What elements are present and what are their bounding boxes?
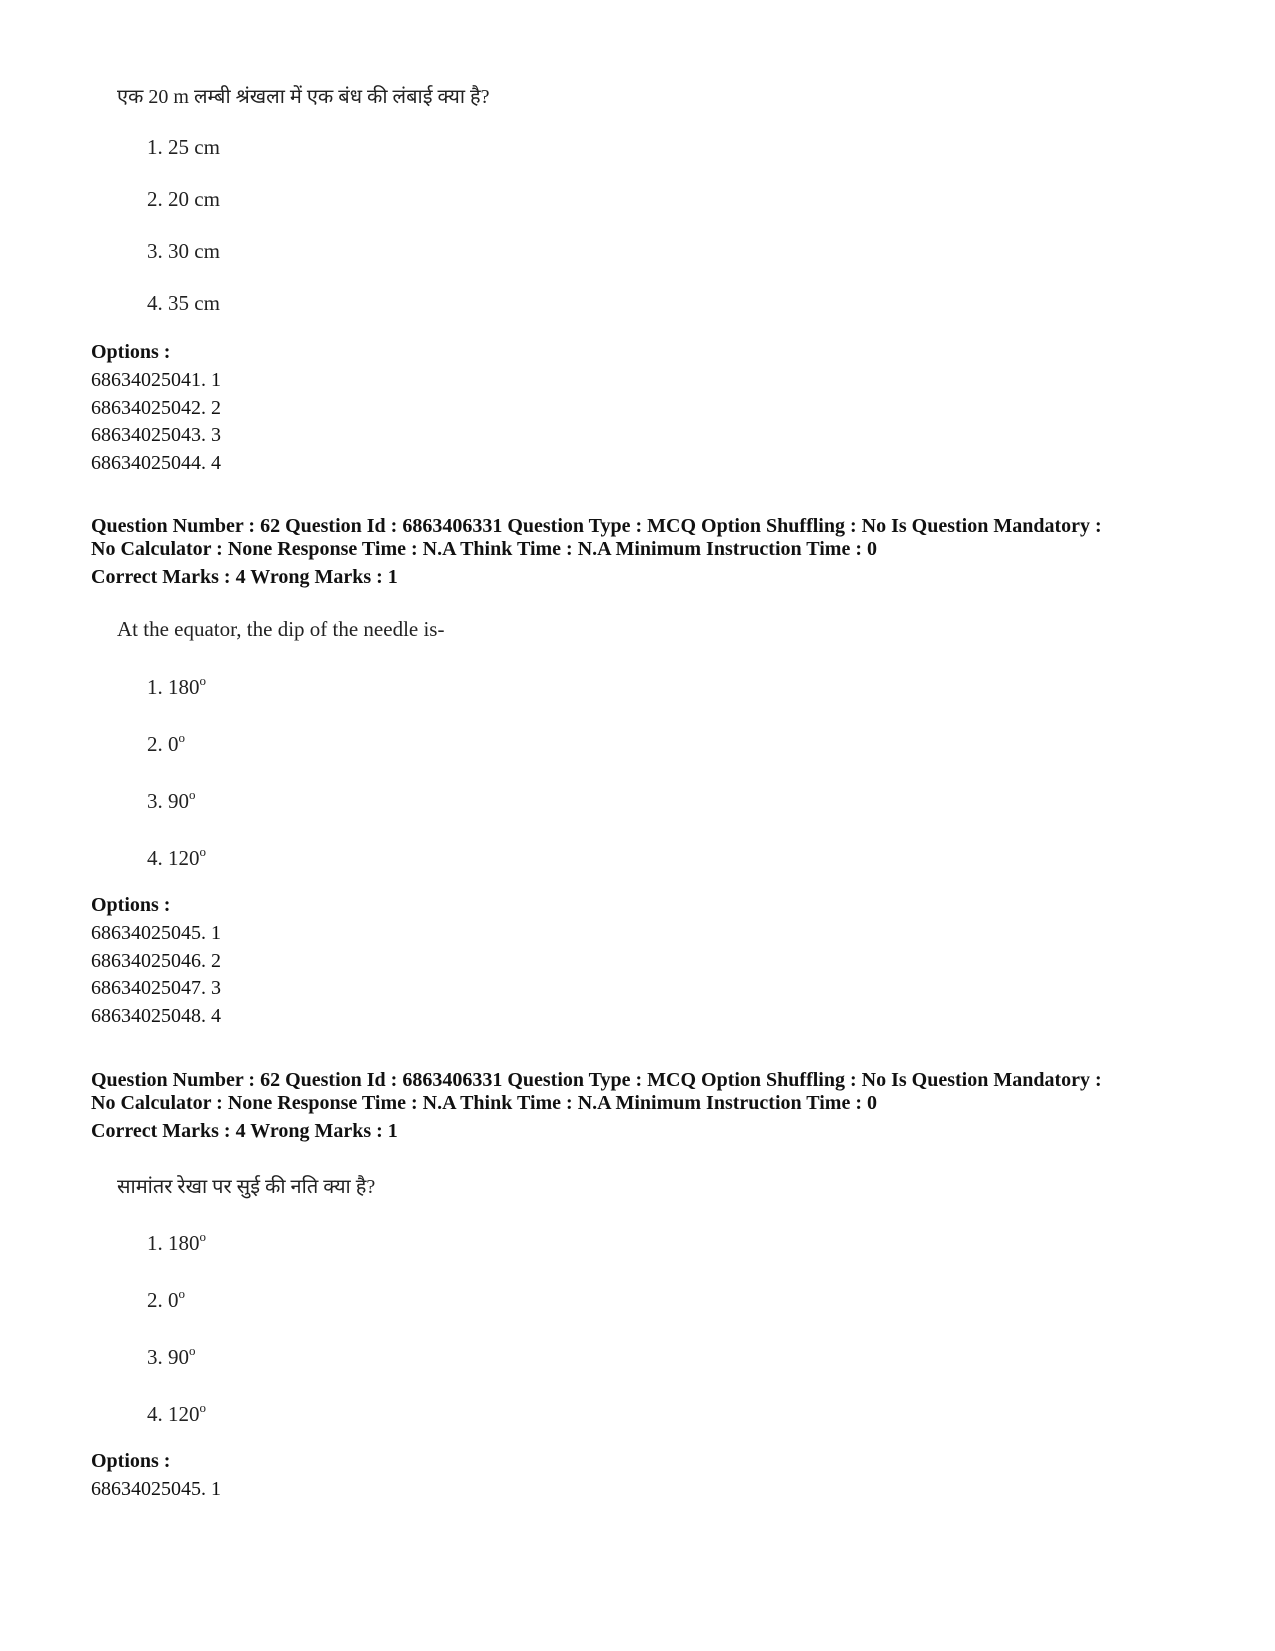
question-header-line2: No Calculator : None Response Time : N.A Think Time : N.A Minimum Instruction Time : 0 — [91, 1092, 877, 1114]
option-id: 68634025047. 3 — [91, 977, 221, 999]
option-id: 68634025042. 2 — [91, 397, 221, 419]
answer-choice-4: 4. 120$^o$ — [147, 1400, 206, 1426]
answer-choice-1: 1. 180$^o$ — [147, 1229, 206, 1255]
option-id: 68634025048. 4 — [91, 1005, 221, 1027]
answer-choice-1: 1. 180$^o$ — [147, 673, 206, 699]
answer-choice-4: 4. 35 cm — [147, 291, 220, 315]
option-id: 68634025045. 1 — [91, 922, 221, 944]
question-header-line1: Question Number : 62 Question Id : 6863406331 Question Type : MCQ Option Shuffling : No Is Question Mandatory : — [91, 515, 1102, 537]
answer-choice-2: 2. 0$^o$ — [147, 1286, 185, 1312]
answer-choice-3: 3. 30 cm — [147, 239, 220, 263]
question-header-line1: Question Number : 62 Question Id : 6863406331 Question Type : MCQ Option Shuffling : No Is Question Mandatory : — [91, 1069, 1102, 1091]
answer-choice-2: 2. 0$^o$ — [147, 730, 185, 756]
question-text: सामांतर रेखा पर सुई की नति क्या है? — [117, 1176, 376, 1198]
option-id: 68634025041. 1 — [91, 369, 221, 391]
answer-choice-3: 3. 90$^o$ — [147, 1343, 196, 1369]
answer-choice-4: 4. 120$^o$ — [147, 844, 206, 870]
marks-line: Correct Marks : 4 Wrong Marks : 1 — [91, 566, 398, 588]
answer-choice-1: 1. 25 cm — [147, 135, 220, 159]
question-header-line2: No Calculator : None Response Time : N.A Think Time : N.A Minimum Instruction Time : 0 — [91, 538, 877, 560]
marks-line: Correct Marks : 4 Wrong Marks : 1 — [91, 1120, 398, 1142]
question-text: At the equator, the dip of the needle is- — [117, 617, 445, 641]
question-text: एक 20 m लम्बी श्रंखला में एक बंध की लंबाई क्या है? — [117, 86, 490, 108]
options-label: Options : — [91, 1450, 171, 1472]
option-id: 68634025046. 2 — [91, 950, 221, 972]
option-id: 68634025044. 4 — [91, 452, 221, 474]
answer-choice-2: 2. 20 cm — [147, 187, 220, 211]
options-label: Options : — [91, 341, 171, 363]
options-label: Options : — [91, 894, 171, 916]
answer-choice-3: 3. 90$^o$ — [147, 787, 196, 813]
option-id: 68634025043. 3 — [91, 424, 221, 446]
option-id: 68634025045. 1 — [91, 1478, 221, 1500]
